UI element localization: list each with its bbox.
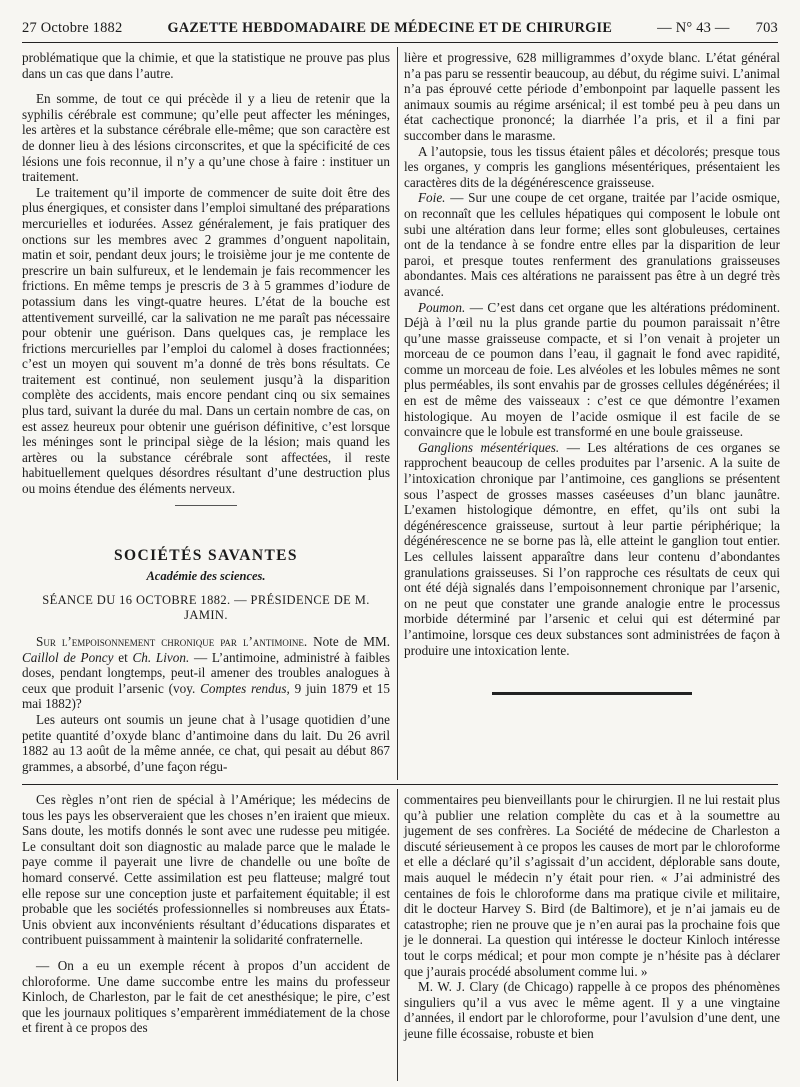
paragraph: Les auteurs ont soumis un jeune chat à l’usage quotidien d’une petite quantité d’oxyde blanc d’antimoine dans du lait. Du 26 avril 1882 au 13 août de la même année, ce chat, qui pesait au début 867 grammes, a absorbé, d’une façon régu- xyxy=(22,711,390,774)
ganglions-paragraph xyxy=(404,440,780,658)
journal-title: GAZETTE HEBDOMADAIRE DE MÉDECINE ET DE CHIRURGIE xyxy=(167,19,613,36)
top-right-column xyxy=(404,50,780,695)
header-rule xyxy=(22,42,778,43)
paragraph: commentaires peu bienveillants pour le chirurgien. Il ne lui restait plus qu’à publier une relation complète du cas et à la soumettre au jugement de ses confrères. La Société de médecine de Charleston a discuté sérieusement à ce propos les causes de mort par le chloroforme et elle a déclaré qu’il s’agissait d’un accident, déplorable sans doute, mais auquel le médecin n’y était pour rien. « J’ai administré des centaines de fois le chloroforme dans ma pratique civile et militaire, dit le docteur Harvey S. Bird (de Baltimore), et je n’ai jamais eu de catastrophe; rien ne prouve que je n’en aurai pas la prochaine fois que je le donnerai. La question qui intéresse le docteur Kinloch intéresse tout le corps médical; et pour mon compte je n’hésite pas à déclarer que j’aurais procédé absolument comme lui. » xyxy=(404,792,780,979)
paragraph: M. W. J. Clary (de Chicago) rappelle à ce propos des phénomènes singuliers qu’il a vus avec le même agent. Il y a une vingtaine d’années, il endort par le chloroforme, pour l’avulsion d’une dent, une jeune fille écossaise, robuste et bien xyxy=(404,979,780,1041)
column-divider xyxy=(397,47,398,780)
comptes-rendus-ref: Comptes rendus, xyxy=(200,680,290,696)
bottom-left-column xyxy=(22,792,390,1036)
poumon-paragraph xyxy=(404,300,780,440)
foie-paragraph xyxy=(404,190,780,299)
issue-number: — N° 43 — xyxy=(657,19,730,36)
section-subtitle: Académie des sciences. xyxy=(146,569,266,584)
author-name: Caillol de Poncy xyxy=(22,649,114,665)
note-text: — L’antimoine, administré à faibles doses, pendant longtemps, peut-il amener des troubles analogues à ceux que produit l’arsenic (voy. xyxy=(22,649,391,696)
column-divider xyxy=(397,789,398,1081)
organ-text: — C’est dans cet organe que les altérations prédominent. Déjà à l’œil nu la plus grande partie du poumon paraissait n’être qu’une masse graisseuse compacte, et si l’on venait à projeter un morceau de ce poumon dans l’eau, il gagnait le fond avec rapidité, comme un morceau de foie. Les alvéoles et les lobules mêmes ne sont plus perméables, ils sont envahis par de grosses cellules dégénérées; il en est de même des vaisseaux : c’est ce que démontre l’examen histologique. Au moyen de l’acide osmique il est facile de se convaincre que le lobule est transformé en une boule graisseuse. xyxy=(404,299,781,440)
bottom-right-column xyxy=(404,792,780,1042)
organ-label: Ganglions mésentériques. xyxy=(418,439,560,455)
organ-label: Foie. xyxy=(418,190,446,206)
running-header xyxy=(22,16,778,40)
paragraph: lière et progressive, 628 milligrammes d’oxyde blanc. L’état général n’a pas paru se ressentir beaucoup, au début, du régime suivi. L’animal n’a pas éprouvé cette période d’embonpoint par laquelle passent les animaux soumis au régime arsénical; il est tombé peu à peu dans un état cachectique prononcé; la diarrhée l’a pris, et il a fini par succomber dans le marasme. xyxy=(404,50,780,143)
section-title: SOCIÉTÉS SAVANTES xyxy=(114,546,298,564)
organ-text: — Les altérations de ces organes se rapprochent beaucoup de celles produites par l’arsenic. A la suite de l’intoxication chronique par l’antimoine, ces ganglions se présentent sous l’aspect de grosses masses caséeuses d’un blanc jaunâtre. L’examen histologique démontre, en effet, qu’ils ont subi la dégénérescence graisseuse, surtout à leur partie périphérique; la dégénérescence ne se borne pas là, elle atteint le ganglion tout entier. Les cellules laissent apparaître dans leur contenu d’abondantes granulations graisseuses. Si l’on rapproche ces résultats de ceux qui ont été déjà signalés dans l’empoisonnement chronique par l’arsenic, on ne peut que constater une grande analogie entre le processus morbide déterminé par l’arsenic et celui qui est déterminé par l’antimoine, lorsque ces deux substances sont administrées de façon à produire une intoxication lente. xyxy=(404,439,780,658)
organ-label: Poumon. xyxy=(418,299,466,315)
paragraph: Le traitement qu’il importe de commencer de suite doit être des plus énergiques, et consister dans l’emploi simultané des préparations mercurielles et iodurées. Assez généralement, je fais pratiquer des onctions sur les membres avec 2 grammes d’onguent napolitain, matin et soir, pendant deux jours; le troisième jour je me contente de prescrire un bain sulfureux, et le lendemain je fais recommencer les frictions. En même temps je prescris de 3 à 5 grammes d’iodure de potassium dans les vingt-quatre heures. L’état de la bouche est attentivement surveillé, car la salivation ne me paraît pas nécessaire pour obtenir une guérison. Dans quelques cas, je remplace les frictions mercurielles par l’emploi du calomel à doses fractionnées; c’est un moyen qui souvent m’a donné de très bons résultats. Ce traitement est continué, non seulement jusqu’à la disparition complète des accidents, mais encore pendant cinq ou six semaines plus tard, suivant la durée du mal. Dans un certain nombre de cas, on est assez heureux pour obtenir une guérison définitive, c’est lorsque les méninges sont le principal siège de la lésion; mais quand les artères ou la substance cérébrale sont affectées, il reste habituellement quelques désordres résultant d’une destruction plus ou moins étendue des éléments nerveux. xyxy=(22,184,390,497)
paragraph: problématique que la chimie, et que la statistique ne prouve pas plus dans un cas que dans l’autre. xyxy=(22,50,390,81)
page-number: 703 xyxy=(755,19,778,36)
note-authors-prefix: Note de MM. xyxy=(313,634,390,649)
note-lead: Sur l’empoisonnement chronique par l’antimoine. xyxy=(36,634,308,649)
note-paragraph xyxy=(22,634,390,712)
top-left-column xyxy=(22,50,390,774)
paragraph: — On a eu un exemple récent à propos d’un accident de chloroforme. Une dame succombe entre les mains du professeur Kinloch, de Charleston, par le fait de cet anesthésique; le pire, c’est que les journaux politiques s’emparèrent immédiatement de la chose et firent à ce propos des xyxy=(22,957,390,1036)
paragraph: En somme, de tout ce qui précède il y a lieu de retenir que la syphilis cérébrale est commune; qu’elle peut affecter les méninges, les artères et la substance cérébrale elle-même; que son caractère est de donner lieu à des lésions circonscrites, et que la spécificité de ces lésions une fois reconnue, il n’y a qu’une chose à faire : instituer un traitement. xyxy=(22,91,390,185)
organ-text: — Sur une coupe de cet organe, traitée par l’acide osmique, on reconnaît que les cellules hépatiques qui composent le lobule ont subi une altération dans leur forme; elles sont globuleuses, certaines ont de la tendance à se fondre entre elles par la disparition de leur paroi, et presque toutes renferment des granulations graisseuses abondantes. Mais ces altérations ne paraissent pas être à un degré très avancé. xyxy=(404,190,781,299)
paragraph: A l’autopsie, tous les tissus étaient pâles et décolorés; presque tous les organes, y compris les ganglions mésentériques, présentaient les caractères dits de la dégénérescence graisseuse. xyxy=(404,143,780,190)
author-name: Ch. Livon. xyxy=(132,649,190,665)
reference-dates: 9 juin 1879 et 15 mai 1882)? xyxy=(22,680,390,712)
header-right xyxy=(657,20,778,37)
conjunction: et xyxy=(118,649,128,665)
seance-heading: SÉANCE DU 16 OCTOBRE 1882. — PRÉSIDENCE DE M. JAMIN. xyxy=(42,592,370,623)
paragraph: Ces règles n’ont rien de spécial à l’Amérique; les médecins de tous les pays les observeraient que les choses n’en iraient que mieux. Sans doute, les motifs donnés le sont avec une rudesse peu mitigée. Le consultant doit son diagnostic au malade parce que le malade le paye comme il payerait une livre de chandelle ou une boîte de homard conservé. Cette assimilation est peu flatteuse; malgré tout elle repose sur une conception juste et parfaitement équitable; il est probable que les sociétés professionnelles si nombreuses aux États-Unis obvient aux inconvénients résultant d’éducations disparates et contribuent puissamment à maintenir la solidarité confraternelle. xyxy=(22,792,390,948)
section-divider-rule xyxy=(22,784,778,785)
end-rule xyxy=(492,692,692,695)
separator-rule xyxy=(175,505,237,506)
header-date: 27 Octobre 1882 xyxy=(22,19,123,36)
